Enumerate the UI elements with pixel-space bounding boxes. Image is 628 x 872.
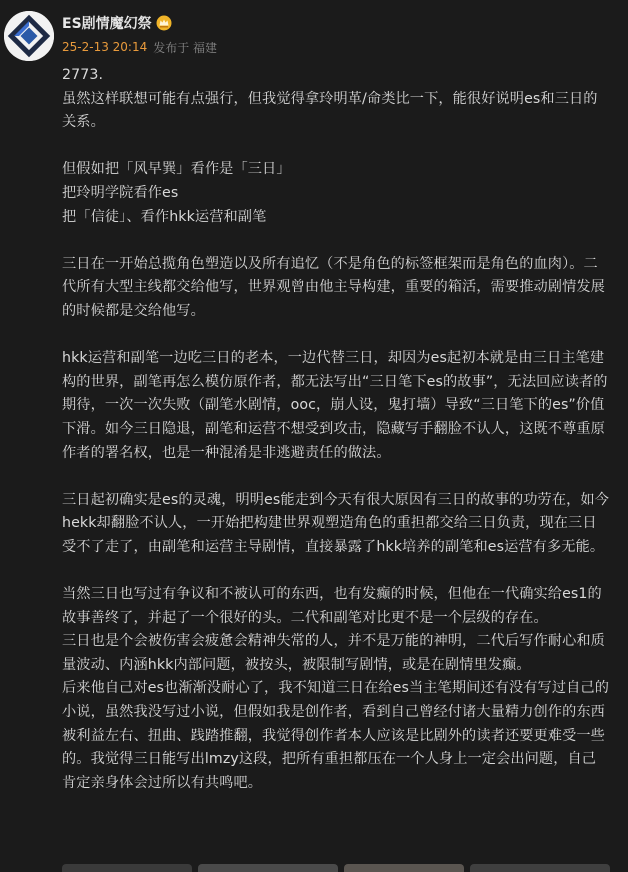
- blank-line: [62, 135, 610, 159]
- post-paragraph: 但假如把「风早巽」看作是「三日」: [62, 161, 291, 178]
- crown-badge-icon: [156, 15, 172, 31]
- post-paragraph: hkk运营和副笔一边吃三日的老本，一边代替三日，却因为es起初本就是由三日主笔建构的世界，副笔再怎么模仿原作者，都无法写出“三日笔下es的故事”，无法回应读者的期待，一次一次失败（副笔水剧情，ooc，崩人设，鬼打墙）导致“三日笔下的es”价值下滑。如今三日隐退，副笔和运营不想受到攻击，隐藏写手翻脸不认人，这既不尊重原作者的署名权，也是一种混淆是非逃避责任的做法。: [62, 350, 608, 461]
- image-thumbnail[interactable]: [470, 864, 610, 872]
- post-paragraph: 2773.: [62, 67, 104, 83]
- post-paragraph: 三日也是个会被伤害会疲惫会精神失常的人，并不是万能的神明，二代后写作耐心和质量波动、内涵hkk内部问题，被按头，被限制写剧情，或是在剧情里发癫。: [62, 633, 605, 673]
- diamond-logo-icon: [4, 11, 54, 61]
- post-meta: [62, 38, 217, 56]
- post-header: [0, 0, 628, 72]
- image-thumbnails: [62, 864, 610, 872]
- blank-line: [62, 324, 610, 348]
- post-paragraph: 当然三日也写过有争议和不被认可的东西，也有发癫的时候，但他在一代确实给es1的故事善终了，并起了一个很好的头。二代和副笔对比更不是一个层级的存在。: [62, 586, 602, 626]
- post-paragraph: 把「信徒」、看作hkk运营和副笔: [62, 208, 267, 225]
- image-thumbnail[interactable]: [62, 864, 192, 872]
- post-paragraph: 虽然这样联想可能有点强行，但我觉得拿玲明革/命类比一下，能很好说明es和三日的关系。: [62, 90, 598, 131]
- post-source: 发布于 福建: [153, 40, 218, 55]
- post-paragraph: 后来他自己对es也渐渐没耐心了，我不知道三日在给es当主笔期间还有没有写过自己的小说，虽然我没写过小说，但假如我是创作者，看到自己曾经付诸大量精力创作的东西被利益左右、扭曲、践踏推翻，我觉得创作者本人应该是比剧外的读者还要更难受一些的。我觉得三日能写出lmzy这段，把所有重担都压在一个人身上一定会出问题，自己肯定亲身体会过所以有共鸣吧。: [62, 680, 609, 791]
- author-name[interactable]: ES剧情魔幻祭: [62, 16, 152, 32]
- image-thumbnail[interactable]: [198, 864, 338, 872]
- blank-line: [62, 559, 610, 583]
- avatar[interactable]: [4, 11, 54, 61]
- post-paragraph: 三日在一开始总揽角色塑造以及所有追忆（不是角色的标签框架而是角色的血肉）。二代所有大型主线都交给他写，世界观曾由他主导构建，重要的箱活，需要推动剧情发展的时候都是交给他写。: [62, 255, 605, 319]
- post-time[interactable]: 25-2-13 20:14: [62, 40, 148, 54]
- post-paragraph: 三日起初确实是es的灵魂，明明es能走到今天有很大原因有三日的故事的功劳在，如今hekk却翻脸不认人，一开始把构建世界观塑造角色的重担都交给三日负责，现在三日受不了走了，由副笔和运营主导剧情，直接暴露了hkk培养的副笔和es运营有多无能。: [62, 491, 609, 555]
- image-thumbnail[interactable]: [344, 864, 464, 872]
- author-row: [62, 13, 172, 33]
- blank-line: [62, 229, 610, 253]
- post-paragraph: 把玲明学院看作es: [62, 184, 179, 201]
- blank-line: [62, 465, 610, 489]
- post-content: [62, 64, 610, 795]
